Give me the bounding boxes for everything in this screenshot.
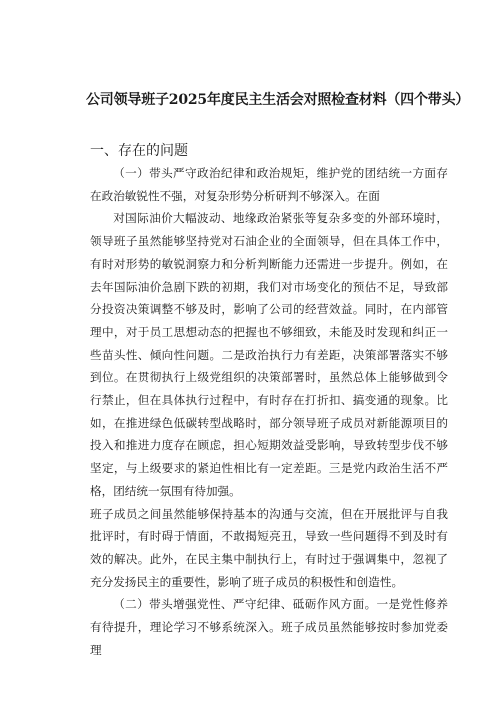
paragraph-3: 班子成员之间虽然能够保持基本的沟通与交流，但在开展批评与自我批评时，有时碍于情面，不敢揭短亮丑，导致一些问题得不到及时有效的解决。此外，在民主集中制执行上，有时过于强调集中，忽视了充分发扬民主的重要性，影响了班子成员的积极性和创造性。 [90,506,448,589]
document-title: 公司领导班子2025年度民主生活会对照检查材料（四个带头） [86,92,470,108]
paragraph-2: 对国际油价大幅波动、地缘政治紧张等复杂多变的外部环境时，领导班子虽然能够坚持党对石油企业的全面领导，但在具体工作中，有时对形势的敏锐洞察力和分析判断能力还需进一步提升。例如，在去年国际油价急剧下跌的初期，我们对市场变化的预估不足，导致部分投资决策调整不够及时，影响了公司的经营效益。同时，在内部管理中，对于员工思想动态的把握也不够细致，未能及时发现和纠正一些苗头性、倾向性问题。二是政治执行力有差距，决策部署落实不够到位。在贯彻执行上级党组织的决策部署时，虽然总体上能够做到令行禁止，但在具体执行过程中，有时存在打折扣、搞变通的现象。比如，在推进绿色低碳转型战略时，部分领导班子成员对新能源项目的投入和推进力度存在顾虑，担心短期效益受影响，导致转型步伐不够坚定，与上级要求的紧迫性相比有一定差距。三是党内政治生活不严格，团结统一氛围有待加强。 [90,211,448,498]
paragraph-1: （一）带头严守政治纪律和政治规矩，维护党的团结统一方面存在政治敏锐性不强，对复杂形势分析研判不够深入。在面 [90,166,448,203]
document-body [90,162,448,661]
paragraph-4: （二）带头增强党性、严守纪律、砥砺作风方面。一是党性修养有待提升，理论学习不够系统深入。班子成员虽然能够按时参加党委理 [90,597,448,657]
section-heading: 一、存在的问题 [90,143,188,159]
